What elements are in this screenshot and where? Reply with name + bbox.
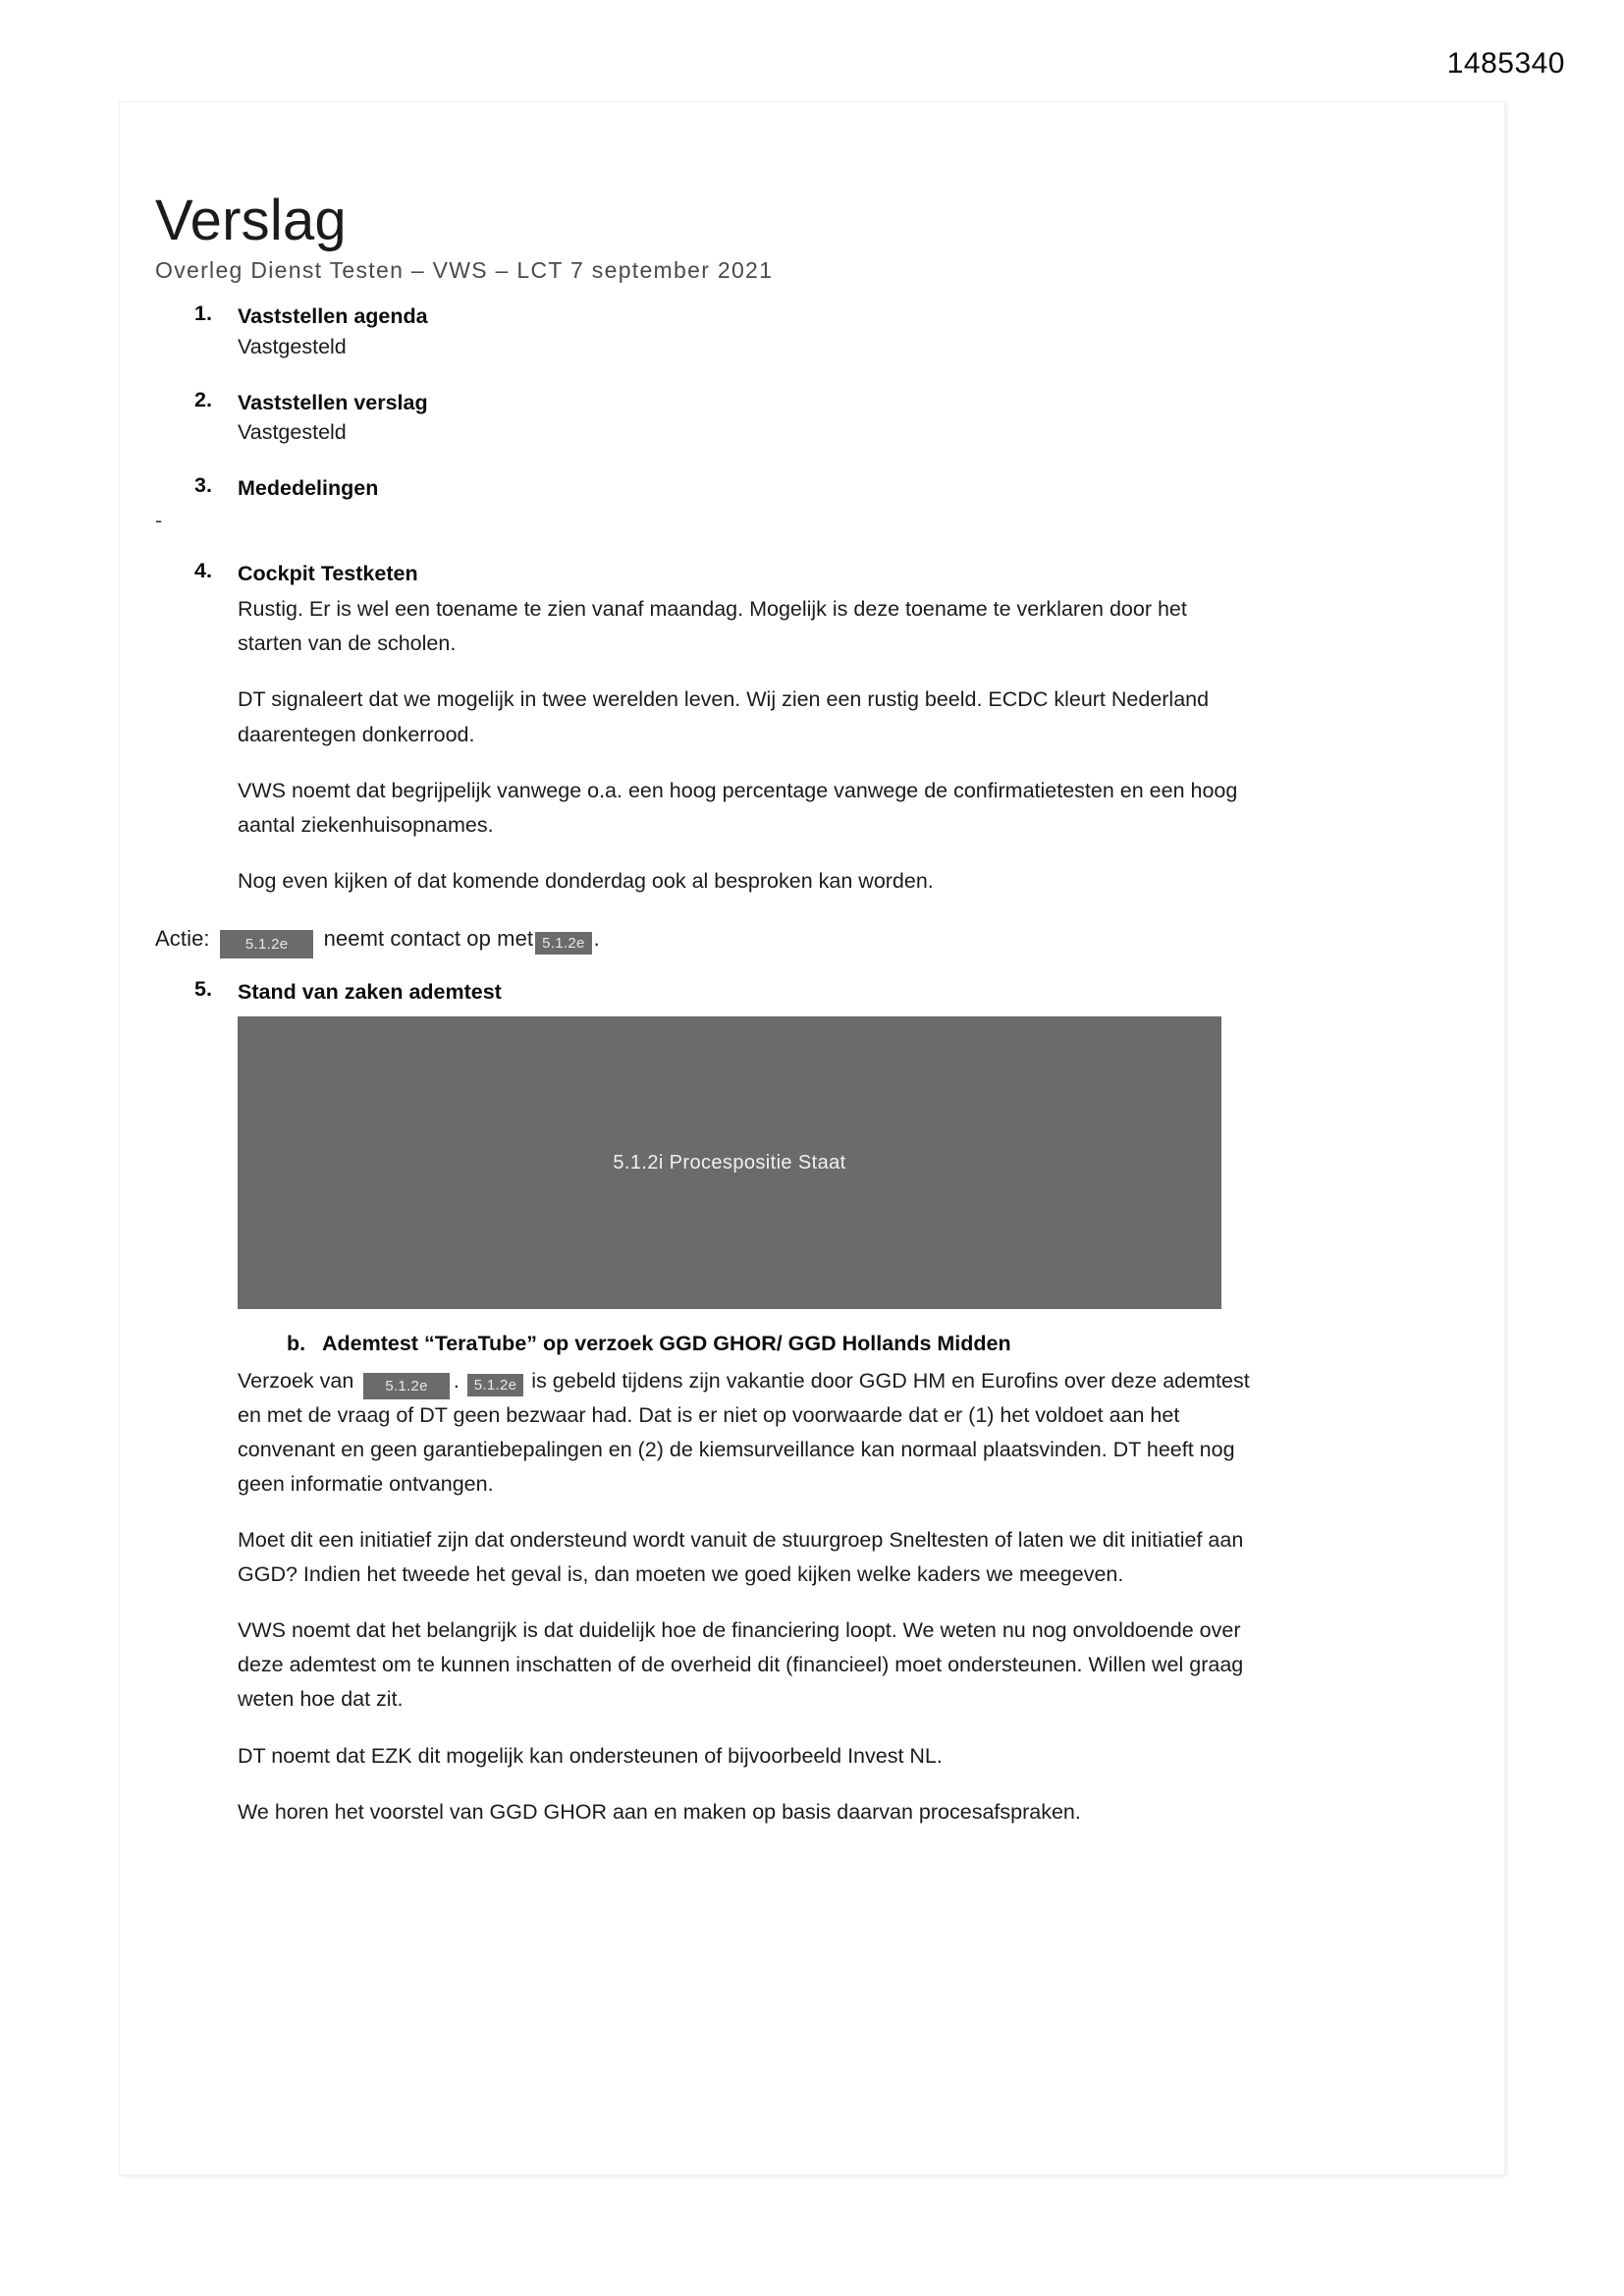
redaction-chip-action-1: 5.1.2e <box>220 930 314 958</box>
agenda-item-2-body: Vastgesteld <box>238 420 347 445</box>
subsection-b-paragraph-1-separator: . <box>453 1369 460 1394</box>
agenda-item-1-number: 1. <box>194 301 212 325</box>
agenda-item-5 <box>155 977 1250 1008</box>
subsection-b-paragraph-1-prefix: Verzoek van <box>238 1369 354 1394</box>
subsection-b-paragraph-1 <box>238 1364 1250 1502</box>
action-line <box>155 922 1250 956</box>
agenda-item-4 <box>155 559 1250 899</box>
agenda-item-1 <box>155 301 1250 362</box>
agenda-item-4-paragraph-1: Rustig. Er is wel een toename te zien vanaf maandag. Mogelijk is deze toename te verklaren door het starten van de scholen. <box>238 597 1187 656</box>
agenda-item-3 <box>155 473 1250 533</box>
agenda-item-4-heading: Cockpit Testketen <box>238 561 418 585</box>
agenda-item-5-heading: Stand van zaken ademtest <box>238 979 502 1004</box>
subsection-b-paragraph-1-rest: is gebeld tijdens zijn vakantie door GGD HM en Eurofins over deze ademtest en met de vraag of DT geen bezwaar had. Dat is er niet op voorwaarde dat er (1) het voldoet aan het convenant en geen garantiebepalingen en (2) de kiemsurveillance kan normaal plaatsvinden. DT heeft nog geen informatie ontvangen. <box>238 1369 1250 1497</box>
agenda-item-2-number: 2. <box>194 387 212 411</box>
action-line-middle: neemt contact op met <box>323 925 534 951</box>
agenda-item-2 <box>155 388 1250 449</box>
agenda-item-3-heading: Mededelingen <box>238 476 379 501</box>
agenda-item-4-number: 4. <box>194 558 212 582</box>
action-line-suffix: . <box>593 925 600 951</box>
document-content <box>155 189 1250 1830</box>
subsection-b-paragraph-4: DT noemt dat EZK dit mogelijk kan ondersteunen of bijvoorbeeld Invest NL. <box>238 1743 943 1768</box>
subsection-b-body <box>155 1364 1250 1829</box>
agenda-item-1-heading: Vaststellen agenda <box>238 304 428 328</box>
redaction-block-label: 5.1.2i Procespositie Staat <box>613 1151 846 1174</box>
page-title: Verslag <box>155 189 347 252</box>
redaction-chip-verzoek-2: 5.1.2e <box>467 1374 524 1396</box>
agenda-item-1-body: Vastgesteld <box>238 334 347 358</box>
agenda-item-5-number: 5. <box>194 976 212 1001</box>
redaction-block-procespositie <box>238 1016 1221 1309</box>
document-number-stamp: 1485340 <box>1446 47 1565 80</box>
subsection-b-heading-text: Ademtest “TeraTube” op verzoek GGD GHOR/ GGD Hollands Midden <box>322 1332 1011 1356</box>
agenda-item-4-paragraph-3: VWS noemt dat begrijpelijk vanwege o.a. een hoog percentage vanwege de confirmatietesten en een hoog aantal ziekenhuisopnames. <box>238 778 1238 837</box>
agenda-list-continued <box>155 977 1250 1008</box>
subsection-b-heading <box>155 1329 1250 1358</box>
agenda-item-4-paragraph-2: DT signaleert dat we mogelijk in twee werelden leven. Wij zien een rustig beeld. ECDC kleurt Nederland daarentegen donkerrood. <box>238 687 1210 746</box>
redaction-chip-action-2: 5.1.2e <box>535 932 592 955</box>
redaction-chip-verzoek-1: 5.1.2e <box>363 1373 450 1399</box>
agenda-item-4-paragraph-4: Nog even kijken of dat komende donderdag ook al besproken kan worden. <box>238 868 934 893</box>
subsection-b-letter: b. <box>287 1332 306 1356</box>
subsection-b-paragraph-3: VWS noemt dat het belangrijk is dat duidelijk hoe de financiering loopt. We weten nu nog onvoldoende over deze ademtest om te kunnen inschatten of de overheid dit (financieel) moet ondersteunen. Willen wel graag weten hoe dat zit. <box>238 1618 1244 1712</box>
agenda-item-2-heading: Vaststellen verslag <box>238 390 428 414</box>
stray-dash-bullet: - <box>155 509 163 533</box>
subsection-b-paragraph-2: Moet dit een initiatief zijn dat ondersteund wordt vanuit de stuurgroep Sneltesten of laten we dit initiatief aan GGD? Indien het tweede het geval is, dan moeten we goed kijken welke kaders we meegeven. <box>238 1528 1244 1587</box>
action-line-prefix: Actie: <box>155 925 210 951</box>
agenda-list <box>155 301 1250 899</box>
subsection-b-paragraph-5: We horen het voorstel van GGD GHOR aan en maken op basis daarvan procesafspraken. <box>238 1799 1081 1824</box>
agenda-item-3-number: 3. <box>194 473 212 498</box>
page-subtitle: Overleg Dienst Testen – VWS – LCT 7 september 2021 <box>155 257 774 283</box>
